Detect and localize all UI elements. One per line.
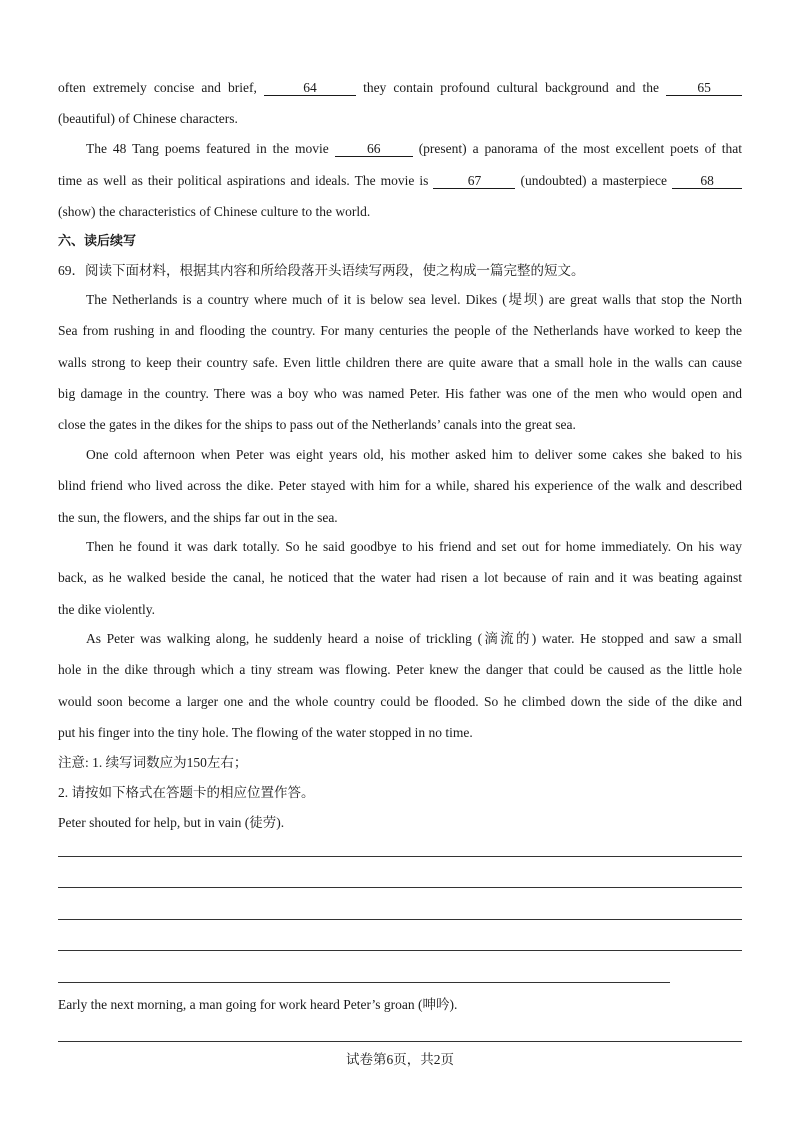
story-line: the dike violently. bbox=[58, 602, 155, 617]
story-line: The Netherlands is a country where much of it is below sea level. Dikes (堤坝) are great walls that stop the North bbox=[86, 292, 742, 307]
continuation-prompt-2: Early the next morning, a man going for work heard Peter’s groan (呻吟). bbox=[58, 997, 458, 1012]
passage-line bbox=[58, 172, 742, 190]
passage-text: The 48 Tang poems featured in the movie bbox=[86, 141, 329, 156]
story-line: put his finger into the tiny hole. The flowing of the water stopped in no time. bbox=[58, 725, 473, 740]
page-footer: 试卷第6页，共2页 bbox=[346, 1052, 454, 1067]
answer-blank-67[interactable]: 67 bbox=[433, 173, 515, 189]
story-line: Sea from rushing in and flooding the country. For many centuries the people of the Netherlands have worked to keep the bbox=[58, 323, 742, 338]
answer-blank-64[interactable]: 64 bbox=[264, 80, 356, 96]
question-69-instruction: 69．阅读下面材料，根据其内容和所给段落开头语续写两段，使之构成一篇完整的短文。 bbox=[58, 263, 585, 278]
passage-line: (show) the characteristics of Chinese culture to the world. bbox=[58, 204, 371, 219]
passage-line: (beautiful) of Chinese characters. bbox=[58, 111, 238, 126]
passage-text: they contain profound cultural background and the bbox=[363, 80, 659, 95]
continuation-prompt-1: Peter shouted for help, but in vain (徒劳). bbox=[58, 815, 285, 830]
story-line: the sun, the flowers, and the ships far out in the sea. bbox=[58, 510, 338, 525]
story-line: close the gates in the dikes for the ships to pass out of the Netherlands’ canals into the great sea. bbox=[58, 417, 576, 432]
note-line: 2. 请按如下格式在答题卡的相应位置作答。 bbox=[58, 785, 315, 800]
answer-line[interactable] bbox=[58, 982, 670, 983]
passage-line bbox=[86, 140, 742, 158]
passage-text: (undoubted) a masterpiece bbox=[520, 173, 668, 188]
passage-text: often extremely concise and brief, bbox=[58, 80, 257, 95]
answer-line[interactable] bbox=[58, 856, 742, 857]
section-heading: 六、读后续写 bbox=[58, 234, 137, 249]
story-line: One cold afternoon when Peter was eight years old, his mother asked him to deliver some cakes she baked to his bbox=[86, 447, 742, 462]
passage-text: (present) a panorama of the most excellent poets of that bbox=[418, 141, 743, 156]
passage-line bbox=[58, 79, 742, 97]
story-line: blind friend who lived across the dike. Peter stayed with him for a while, shared his experience of the walk and described bbox=[58, 478, 742, 493]
answer-line[interactable] bbox=[58, 887, 742, 888]
answer-blank-65[interactable]: 65 bbox=[666, 80, 742, 96]
story-line: big damage in the country. There was a boy who was named Peter. His father was one of the men who would open and bbox=[58, 386, 742, 401]
answer-line[interactable] bbox=[58, 919, 742, 920]
answer-blank-68[interactable]: 68 bbox=[672, 173, 742, 189]
story-line: walls strong to keep their country safe. Even little children there are quite aware that a small hole in the walls can cause bbox=[58, 355, 742, 370]
story-line: As Peter was walking along, he suddenly heard a noise of trickling (滴流的) water. He stopped and saw a small bbox=[86, 631, 742, 646]
story-line: Then he found it was dark totally. So he said goodbye to his friend and set out for home immediately. On his way bbox=[86, 539, 742, 554]
story-line: would soon become a larger one and the whole country could be flooded. So he climbed down the side of the dike and bbox=[58, 694, 742, 709]
answer-line[interactable] bbox=[58, 950, 742, 951]
story-line: back, as he walked beside the canal, he noticed that the water had risen a lot because of rain and it was beating against bbox=[58, 570, 742, 585]
story-line: hole in the dike through which a tiny stream was flowing. Peter knew the danger that could be caused as the little hole bbox=[58, 662, 742, 677]
answer-line[interactable] bbox=[58, 1041, 742, 1042]
passage-text: time as well as their political aspirations and ideals. The movie is bbox=[58, 173, 429, 188]
note-line: 注意: 1. 续写词数应为150左右； bbox=[58, 755, 248, 770]
answer-blank-66[interactable]: 66 bbox=[335, 141, 413, 157]
